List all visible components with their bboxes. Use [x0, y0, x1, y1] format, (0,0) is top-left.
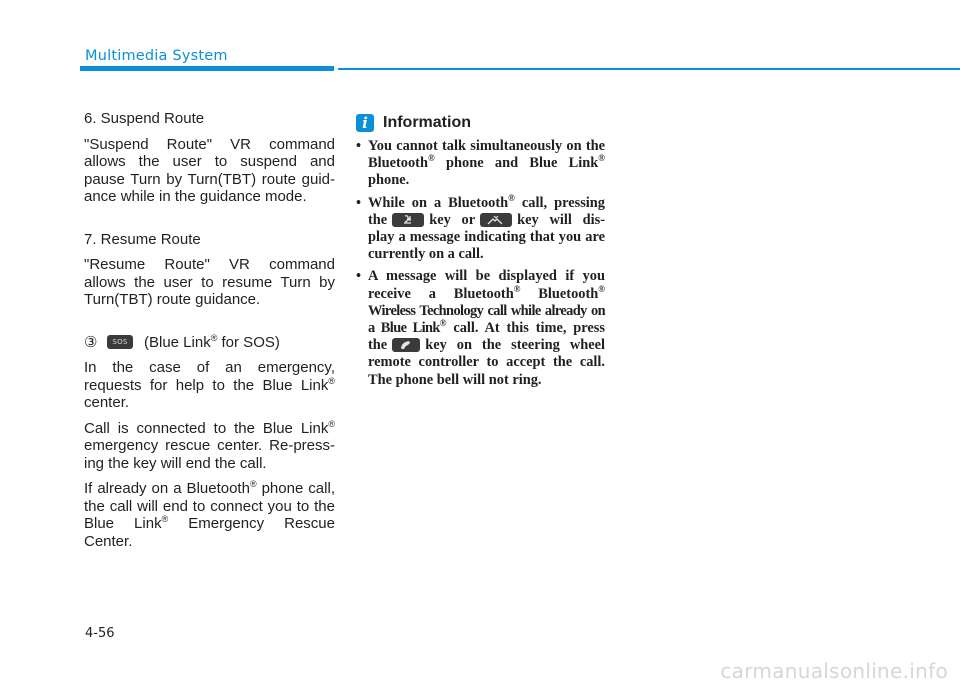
header-rule-thick	[80, 66, 334, 71]
suspend-route-heading: 6. Suspend Route	[84, 110, 205, 127]
section-title: Multimedia System	[85, 48, 228, 64]
info-bullet-message: • A message will be displayed if you receive a Bluetooth® Bluetooth® Wireless Technology call while already on a Blue Link® call. At this time, press the key on the steering wheel remote controller to accept the call. The phone bell will not ring.	[356, 268, 605, 388]
page-number: 4-56	[85, 626, 115, 641]
resume-route-heading: 7. Resume Route	[84, 230, 201, 248]
rescue-center-paragraph: Call is connected to the Blue Link® emergency rescue center. Re-press-ing the key will end the call.	[84, 418, 335, 472]
info-bullet-keys: • While on a Bluetooth® call, pressing the key or key will dis-play a message indicating that you are currently on a call.	[356, 195, 605, 264]
information-box	[356, 114, 605, 394]
info-bullet-simultaneous: • You cannot talk simultaneously on the Bluetooth® phone and Blue Link® phone.	[356, 138, 605, 190]
emergency-paragraph: In the case of an emergency, requests for help to the Blue Link® center.	[84, 359, 335, 411]
information-title: Information	[383, 114, 471, 132]
item-number: ③	[84, 333, 98, 351]
suspend-route-body: "Suspend Route" VR command allows the user to suspend and pause Turn by Turn(TBT) route guid-ance while in the guidance mode.	[84, 135, 335, 205]
voice-key-icon	[392, 213, 424, 227]
sos-button-icon: SOS	[107, 335, 133, 349]
resume-route-body: "Resume Route" VR command allows the user to resume Turn by Turn(TBT) route guidance.	[84, 256, 335, 308]
bluetooth-call-paragraph: If already on a Bluetooth® phone call, the call will end to connect you to the Blue Link® Emergency Rescue Center.	[84, 479, 335, 550]
left-column	[84, 110, 335, 550]
info-icon: i	[356, 114, 374, 132]
information-header	[356, 114, 605, 132]
phone-call-key-icon	[392, 338, 420, 352]
header-rule-thin	[338, 68, 960, 70]
sos-caption: (Blue Link® for SOS)	[144, 332, 280, 351]
phone-hangup-key-icon	[480, 213, 512, 227]
sos-button-heading	[84, 334, 335, 352]
watermark: carmanualsonline.info	[720, 659, 948, 683]
